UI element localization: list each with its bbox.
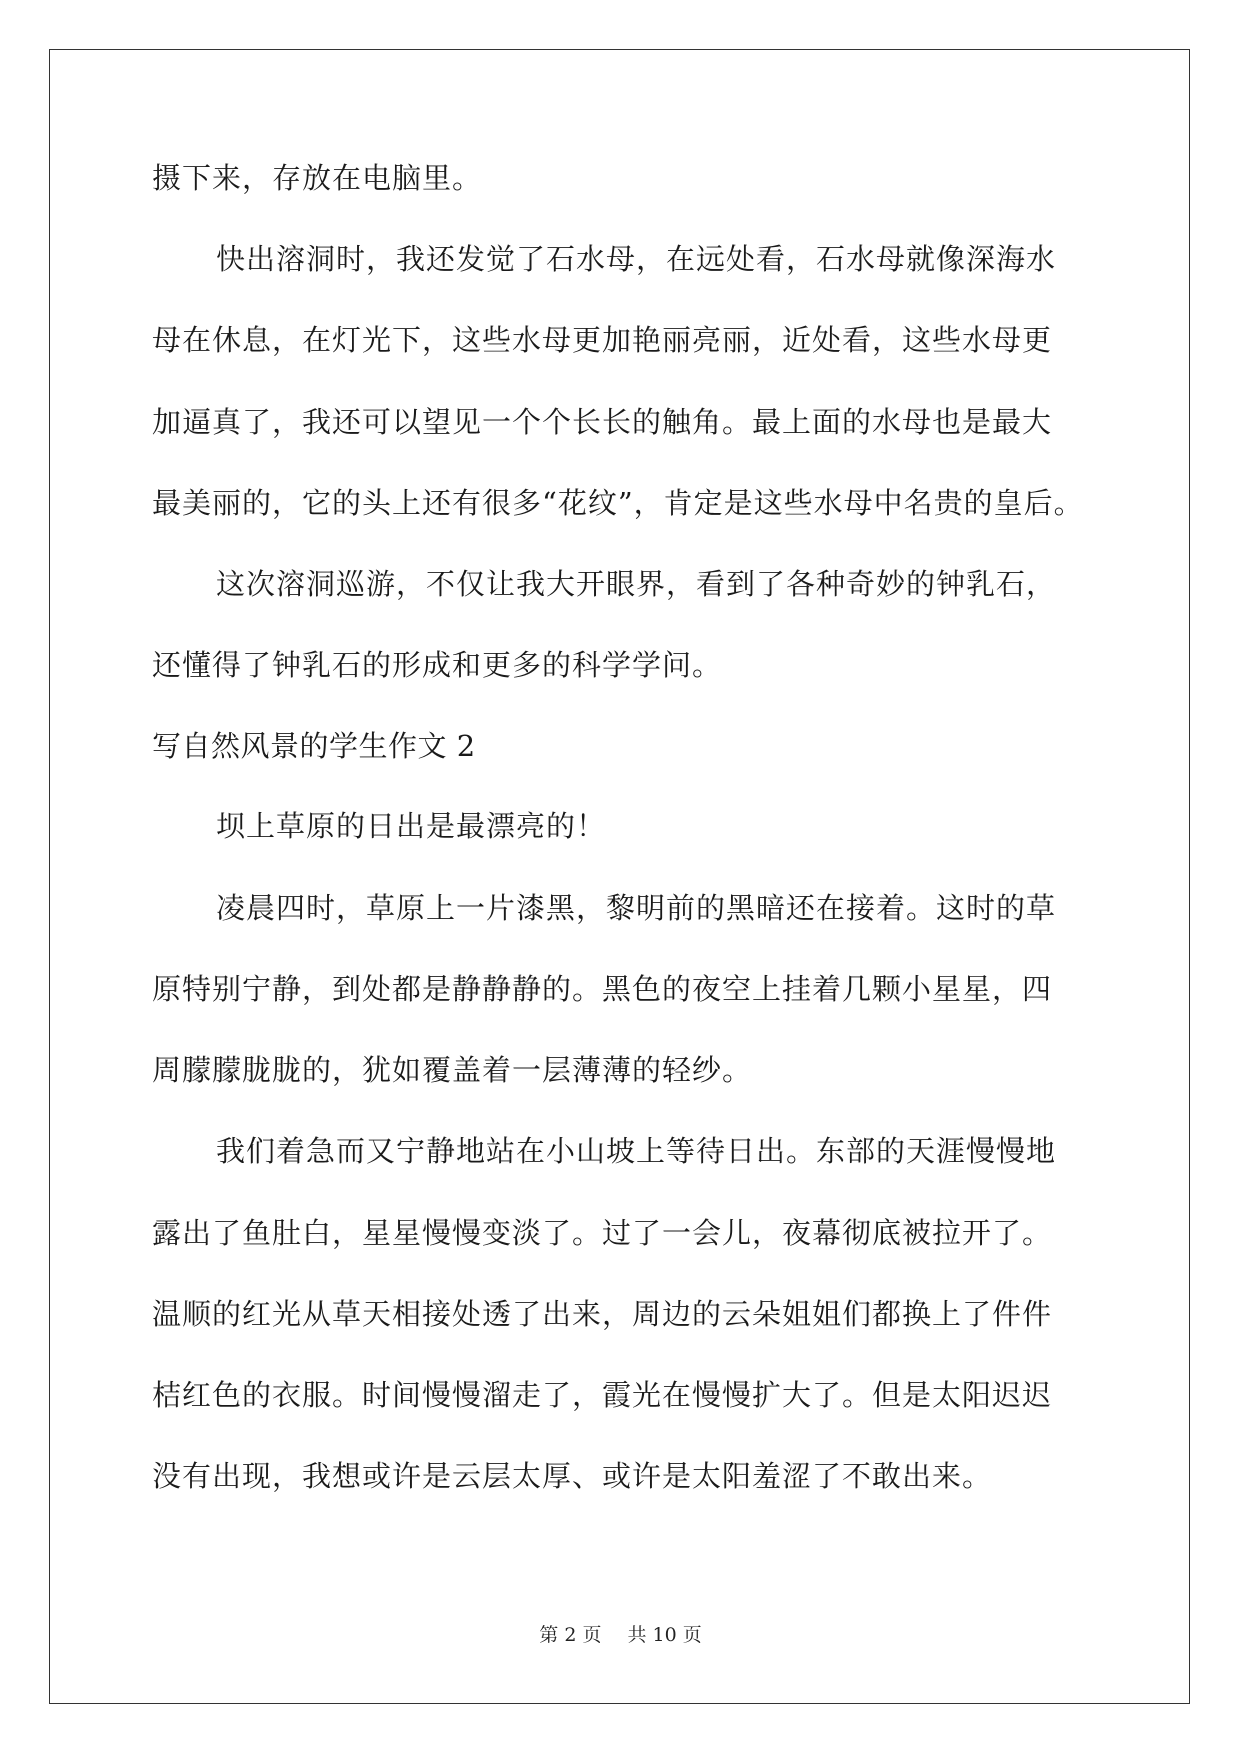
page-number: 第 2 页: [539, 1624, 602, 1646]
text-line: 加逼真了，我还可以望见一个个长长的触角。最上面的水母也是最大: [152, 405, 1053, 439]
page-total: 共 10 页: [627, 1624, 702, 1646]
paragraph-first-line: 坝上草原的日出是最漂亮的！: [216, 809, 607, 843]
page-footer: [0, 1622, 1241, 1648]
text-line: 原特别宁静，到处都是静静静的。黑色的夜空上挂着几颗小星星，四: [152, 972, 1053, 1006]
text-line: 温顺的红光从草天相接处透了出来，周边的云朵姐姐们都换上了件件: [152, 1297, 1053, 1331]
text-line: 没有出现，我想或许是云层太厚、或许是太阳羞涩了不敢出来。: [152, 1459, 993, 1493]
paragraph-first-line: 这次溶洞巡游，不仅让我大开眼界，看到了各种奇妙的钟乳石，: [216, 567, 1057, 601]
text-line: 摄下来，存放在电脑里。: [152, 161, 483, 195]
paragraph-first-line: 快出溶洞时，我还发觉了石水母，在远处看，石水母就像深海水: [216, 242, 1057, 276]
text-line: 最美丽的，它的头上还有很多“花纹”，肯定是这些水母中名贵的皇后。: [152, 486, 1084, 520]
text-line: 还懂得了钟乳石的形成和更多的科学学问。: [152, 648, 723, 682]
section-heading: 写自然风景的学生作文 2: [152, 729, 476, 763]
text-line: 桔红色的衣服。时间慢慢溜走了，霞光在慢慢扩大了。但是太阳迟迟: [152, 1378, 1053, 1412]
text-line: 露出了鱼肚白，星星慢慢变淡了。过了一会儿，夜幕彻底被拉开了。: [152, 1216, 1053, 1250]
text-line: 母在休息，在灯光下，这些水母更加艳丽亮丽，近处看，这些水母更: [152, 323, 1053, 357]
text-line: 周朦朦胧胧的，犹如覆盖着一层薄薄的轻纱。: [152, 1053, 753, 1087]
paragraph-first-line: 凌晨四时，草原上一片漆黑，黎明前的黑暗还在接着。这时的草: [216, 891, 1057, 925]
paragraph-first-line: 我们着急而又宁静地站在小山坡上等待日出。东部的天涯慢慢地: [216, 1134, 1057, 1168]
